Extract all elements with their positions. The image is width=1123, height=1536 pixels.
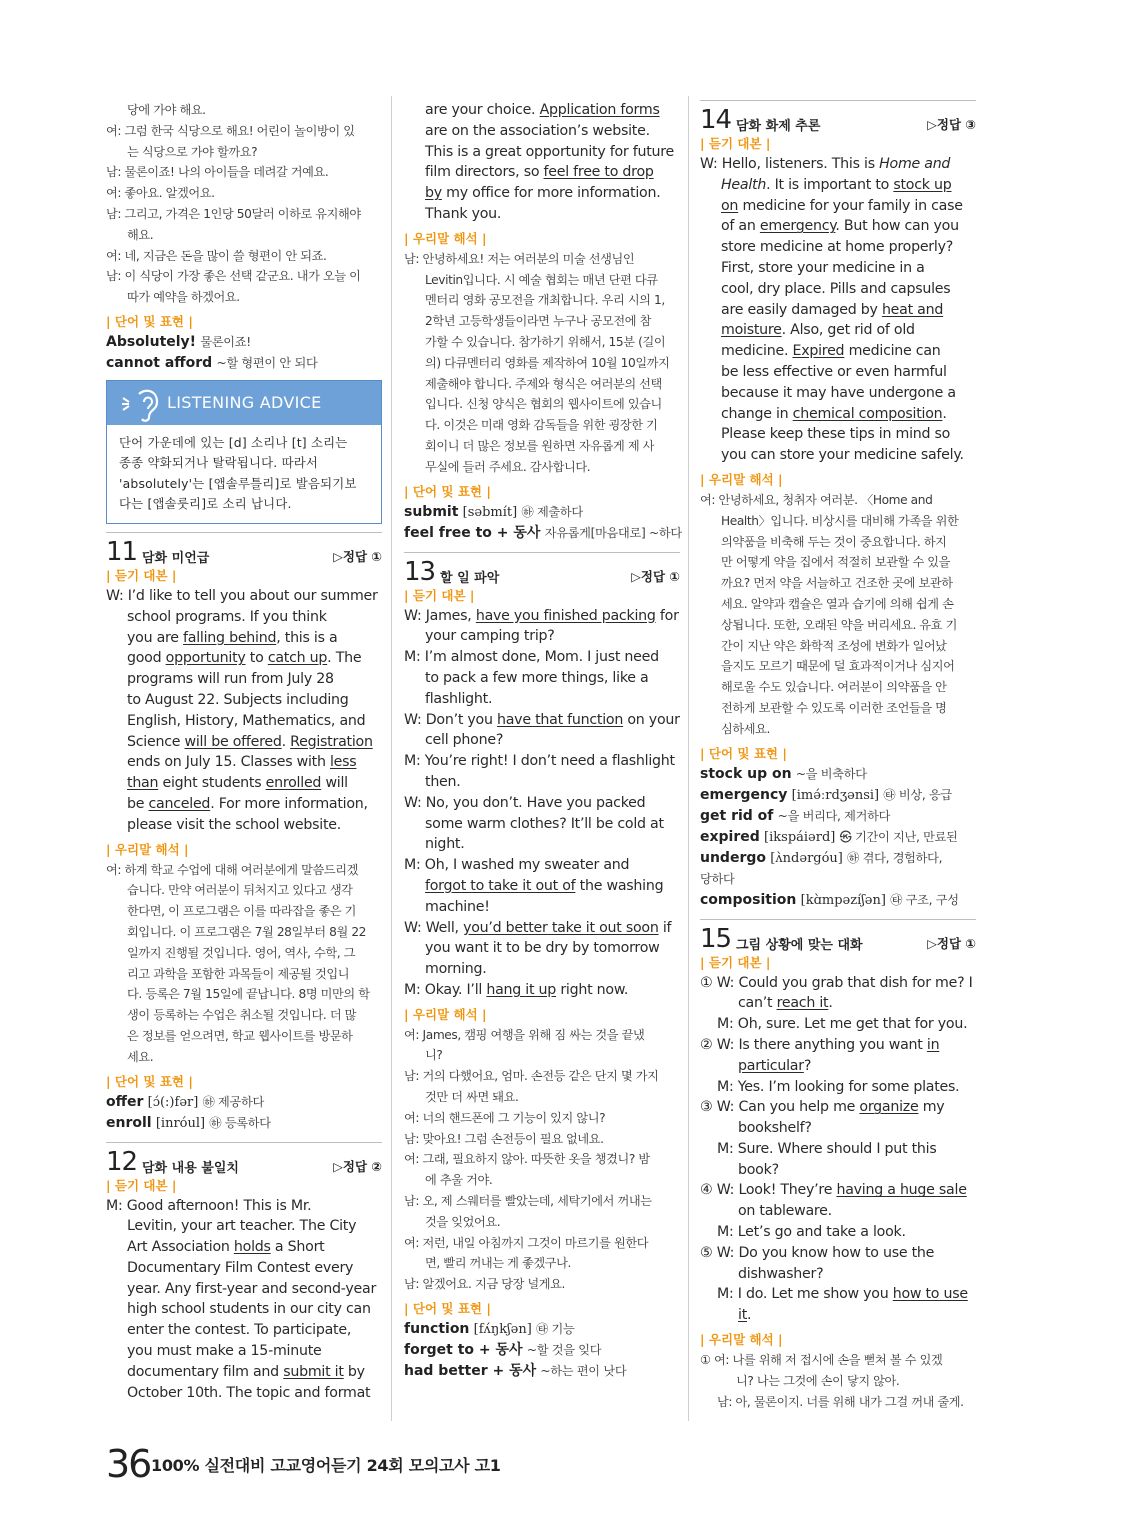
vocab-entry: emergency [imə́ːrdʒənsi] ㉹ 비상, 응급	[700, 786, 952, 803]
column-middle	[404, 100, 680, 1382]
translation-label: | 우리말 해석 |	[404, 230, 487, 246]
vocab-entry: undergo [ʌ̀ndərgóu] ㉻ 겪다, 경험하다,	[700, 849, 943, 866]
question-title: 담화 미언급	[142, 550, 210, 566]
question-11-script: W: I’d like to tell you about our summer school programs. If you think you are falling behind, this is a good opportunity to catch up. The programs will run from July 28 to August 22. Subjects including English, History, Mathematics, and Science will be offered. Registration ends on July 15. Classes with less than eight students enrolled will be canceled. For more information, please visit the school website.	[106, 587, 378, 833]
vocab-entry: stock up on ~을 비축하다	[700, 765, 867, 782]
translation-label: | 우리말 해석 |	[404, 1006, 487, 1022]
question-14-translation: 여: 안녕하세요, 청취자 여러분. 〈Home and Health〉입니다. 비상시를 대비해 가족을 위한 의약품을 비축해 두는 것이 중요합니다. 하지 만 어떻게 약을 집에서 적절히 보관할 수 있을 까요? 먼저 약을 서늘하고 건조한 곳에 보관하 세요. 알약과 캡슐은 열과 습기에 의해 쉽게 손 상됩니다. 또한, 오래된 약을 버리세요. 유효 기 간이 지난 약은 화학적 조성에 변화가 일어났 을지도 모르기 때문에 덜 효과적이거나 심지어 해로울 수도 있습니다. 여러분이 의약품을 안 전하게 보관할 수 있도록 이러한 조언들을 명 심하세요.	[700, 492, 959, 736]
question-14-script: W: Hello, listeners. This is Home and Health. It is important to stock up on medicine for your family in case of an emergency. But how can you store medicine at home properly? First, store your medicine in a cool, dry place. Pills and capsules are easily damaged by heat and moisture. Also, get rid of old medicine. Expired medicine can be less effective or even harmful because it may have undergone a change in chemical composition. Please keep these tips in mind so you can store your medicine safely.	[700, 156, 964, 464]
vocab-entry: Absolutely! 물론이죠!	[106, 333, 251, 350]
listening-advice-title: LISTENING ADVICE	[167, 392, 322, 412]
listening-advice-body: 단어 가운데에 있는 [d] 소리나 [t] 소리는 종종 약화되거나 탈락됩니다. 따라서 'absolutely'는 [앱솔루틀리]로 발음되기보 다는 [앱솔룻리]로 소리 납니다.	[119, 434, 357, 512]
question-number: 14	[700, 105, 732, 135]
question-14-header	[700, 100, 976, 134]
question-15-script: ① W: Could you grab that dish for me? I can’t reach it. M: Oh, sure. Let me get that for you. ② W: Is there anything you want in particular? M: Yes. I’m looking for some plates. ③ W: Can you help me organize my bookshelf? M: Sure. Where should I put this book? ④ W: Look! They’re having a huge sale on tableware. M: Let’s go and take a look. ⑤ W: Do you know how to use the dishwasher? M: I do. Let me show you how to use it.	[700, 974, 973, 1324]
translation-label: | 우리말 해석 |	[106, 841, 189, 857]
vocab-entry: offer [ɔ́(:)fər] ㉻ 제공하다	[106, 1093, 264, 1110]
script-label: | 듣기 대본 |	[700, 954, 771, 970]
script-label: | 듣기 대본 |	[106, 567, 177, 583]
script-label: | 듣기 대본 |	[106, 1177, 177, 1193]
question-number: 15	[700, 923, 732, 954]
question-12-translation: 남: 안녕하세요! 저는 여러분의 미술 선생님인 Levitin입니다. 시 예술 협회는 매년 단편 다큐 멘터리 영화 공모전을 개최합니다. 우리 시의 1, 2학년 고등학생들이라면 누구나 공모전에 참 가할 수 있습니다. 참가하기 위해서, 15분 (길이 의) 다큐멘터리 영화를 제작하여 10월 10일까지 제출해야 합니다. 주제와 형식은 여러분의 선택 입니다. 신청 양식은 협회의 웹사이트에 있습니 다. 이것은 미래 영화 감독들을 위한 굉장한 기 회이니 더 많은 정보를 원하면 자유롭게 제 사 무실에 들러 주세요. 감사합니다.	[404, 251, 670, 474]
question-12-header	[106, 1142, 382, 1176]
vocab-entry: function [fʌ́ŋkʃən] ㉹ 기능	[404, 1321, 575, 1338]
column-divider	[688, 96, 689, 1421]
page-number: 36	[106, 1442, 151, 1486]
answer-badge: ▷정답 ①	[927, 935, 976, 951]
vocab-entry: get rid of ~을 버리다, 제거하다	[700, 807, 891, 824]
question-number: 13	[404, 556, 436, 587]
vocab-entry: submit [səbmít] ㉻ 제출하다	[404, 503, 583, 520]
question-number: 11	[106, 536, 138, 567]
vocab-label: | 단어 및 표현 |	[106, 1073, 193, 1089]
question-11-header	[106, 532, 382, 566]
ear-icon	[115, 384, 163, 428]
question-12-script-continued: are your choice. Application forms are on the association’s website. This is a great opportunity for future film directors, so feel free to drop by my office for more information. Thank you.	[425, 102, 675, 222]
vocab-entry: enroll [inróul] ㉻ 등록하다	[106, 1114, 271, 1131]
answer-badge: ▷정답 ①	[333, 548, 382, 564]
vocab-label: | 단어 및 표현 |	[404, 483, 491, 499]
book-title: 100% 실전대비 고교영어듣기 24회 모의고사 고1	[151, 1456, 501, 1475]
question-15-translation: ① 여: 나를 위해 저 접시에 손을 뻗쳐 볼 수 있겠 니? 나는 그것에 손이 닿지 않아. 남: 아, 물론이지. 너를 위해 내가 그걸 꺼내 줄게.	[700, 1353, 964, 1409]
listening-advice-header	[107, 381, 381, 425]
translation-label: | 우리말 해석 |	[700, 471, 783, 487]
question-12-script: M: Good afternoon! This is Mr. Levitin, your art teacher. The City Art Association holds a Short Documentary Film Contest every year. Any first-year and second-year high school students in our city can enter the contest. To participate, you must make a 15-minute documentary film and submit it by October 10th. The topic and format	[106, 1197, 377, 1401]
answer-badge: ▷정답 ①	[631, 568, 680, 584]
script-label: | 듣기 대본 |	[404, 587, 475, 603]
vocab-entry: composition [kɑ̀mpəzíʃən] ㉹ 구조, 구성	[700, 891, 959, 908]
listening-advice-box	[106, 380, 382, 524]
question-13-script: W: James, have you finished packing for your camping trip? M: I’m almost done, Mom. I just need to pack a few more things, like a flashlight. W: Don’t you have that function on your cell phone? M: You’re right! I don’t need a flashlight then. W: No, you don’t. Have you packed some warm clothes? It’ll be cold at night. M: Oh, I washed my sweater and forgot to take it out of the washing machine! W: Well, you’d better take it out soon if you want it to be dry by tomorrow morning. M: Okay. I’ll hang it up right now.	[404, 607, 680, 998]
answer-badge: ▷정답 ③	[927, 117, 976, 132]
question-13-translation: 여: James, 캠핑 여행을 위해 짐 싸는 것을 끝냈 니? 남: 거의 다했어요, 엄마. 손전등 같은 단지 몇 가지 것만 더 싸면 돼요. 여: 너의 핸드폰에 그 기능이 있지 않니? 남: 맞아요! 그럼 손전등이 필요 없네요. 여: 그래, 필요하지 않아. 따뜻한 옷을 챙겼니? 밤 에 추울 거야. 남: 오, 제 스웨터를 빨았는데, 세탁기에서 꺼내는 것을 잊었어요. 여: 저런, 내일 아침까지 그것이 마르기를 원한다 면, 빨리 꺼내는 게 좋겠구나. 남: 알겠어요. 지금 당장 널게요.	[404, 1027, 659, 1292]
question-title: 그림 상황에 맞는 대화	[736, 937, 863, 953]
vocab-entry: forget to + 동사 ~할 것을 잊다	[404, 1342, 602, 1359]
column-right	[700, 100, 976, 1412]
column-divider	[391, 96, 392, 1421]
question-15-header	[700, 919, 976, 953]
vocab-label: | 단어 및 표현 |	[404, 1301, 491, 1317]
column-left	[106, 100, 382, 1403]
question-number: 12	[106, 1146, 138, 1177]
vocab-entry: cannot afford ~할 형편이 안 되다	[106, 354, 318, 371]
answer-badge: ▷정답 ②	[333, 1158, 382, 1174]
vocab-entry: feel free to + 동사 자유롭게[마음대로] ~하다	[404, 524, 682, 541]
dialog-translation-continued: 당에 가야 해요. 여: 그럼 한국 식당으로 해요! 어린이 놀이방이 있 는 식당으로 가야 할까요? 남: 물론이죠! 나의 아이들을 데려갈 거예요. 여: 좋아요. 알겠어요. 남: 그리고, 가격은 1인당 50달러 이하로 유지해야 해요. 여: 네, 지금은 돈을 많이 쓸 형편이 안 되죠. 남: 이 식당이 가장 좋은 선택 같군요. 내가 오늘 이 따가 예약을 하겠어요.	[106, 103, 361, 305]
vocab-entry: had better + 동사 ~하는 편이 낫다	[404, 1363, 627, 1380]
question-11-translation: 여: 하계 학교 수업에 대해 여러분에게 말씀드리겠 습니다. 만약 여러분이 뒤처지고 있다고 생각 한다면, 이 프로그램은 이를 따라잡을 좋은 기 회입니다. 이 프로그램은 7월 28일부터 8월 22 일까지 진행될 것입니다. 영어, 역사, 수학, 그 리고 과학을 포함한 과목들이 제공될 것입니 다. 등록은 7월 15일에 끝납니다. 8명 미만의 학 생이 등록하는 수업은 취소될 것입니다. 더 많 은 정보를 얻으려면, 학교 웹사이트를 방문하 세요.	[106, 862, 370, 1064]
question-13-header	[404, 552, 680, 586]
question-title: 담화 화제 추론	[736, 119, 821, 134]
vocab-entry: expired [ikspáiərd] ㉿ 기간이 지난, 만료된	[700, 828, 958, 845]
vocab-label: | 단어 및 표현 |	[106, 313, 193, 329]
vocab-entry: 당하다	[700, 871, 735, 886]
vocab-label: | 단어 및 표현 |	[700, 745, 787, 761]
translation-label: | 우리말 해석 |	[700, 1332, 783, 1348]
question-title: 할 일 파악	[440, 570, 500, 586]
question-title: 담화 내용 불일치	[142, 1160, 239, 1176]
script-label: | 듣기 대본 |	[700, 136, 771, 151]
